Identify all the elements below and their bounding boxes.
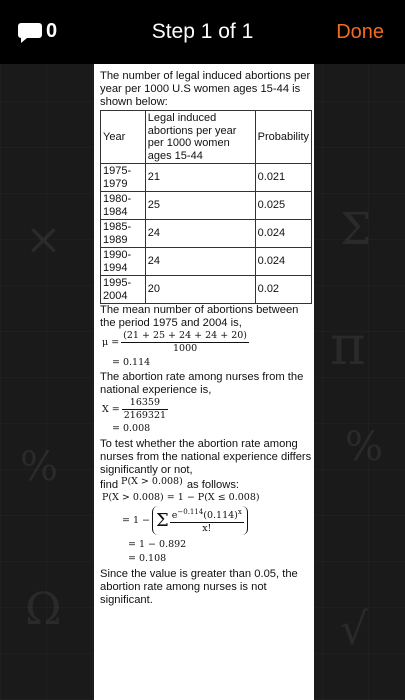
sigma-symbol: Σ bbox=[156, 509, 169, 531]
x-numerator: 16359 bbox=[122, 397, 168, 410]
table-cell: 20 bbox=[145, 276, 255, 304]
mean-result: = 0.114 bbox=[112, 357, 151, 368]
mean-numerator: (21 + 25 + 24 + 24 + 20) bbox=[123, 330, 248, 341]
table-cell: 0.02 bbox=[255, 276, 311, 304]
mean-equation bbox=[102, 330, 312, 355]
poisson-numerator bbox=[170, 506, 244, 523]
table-cell: 24 bbox=[145, 248, 255, 276]
table-cell: 0.025 bbox=[255, 192, 311, 220]
probability-step-4: = 0.108 bbox=[128, 553, 167, 565]
table-row bbox=[101, 248, 312, 276]
done-button[interactable]: Done bbox=[336, 21, 384, 43]
probability-step-3: = 1 − 0.892 bbox=[128, 539, 187, 551]
table-cell: 1985-1989 bbox=[101, 220, 146, 248]
sum-power: x bbox=[237, 508, 242, 516]
background-sigma-glyph: Σ bbox=[340, 204, 372, 255]
table-cell: 0.024 bbox=[255, 220, 311, 248]
table-cell: 21 bbox=[145, 164, 255, 192]
table-cell: 0.021 bbox=[255, 164, 311, 192]
summation-bracket bbox=[152, 506, 248, 535]
intro-text: The number of legal induced abortions per year per 1000 U.S women ages 15-44 is shown below: bbox=[100, 70, 311, 108]
table-cell: 1980-1984 bbox=[101, 192, 146, 220]
mean-fraction bbox=[121, 330, 249, 355]
nurse-rate-text: The abortion rate among nurses from the national experience is, bbox=[100, 371, 304, 396]
test-text: To test whether the abortion rate among nurses from the national experience differs significantly or not, bbox=[100, 438, 312, 476]
table-row bbox=[101, 192, 312, 220]
table-cell: 25 bbox=[145, 192, 255, 220]
background-pi-glyph: π bbox=[330, 314, 366, 377]
step-2-prefix: = 1 − bbox=[122, 514, 151, 526]
x-fraction bbox=[122, 397, 168, 422]
top-bar bbox=[0, 0, 405, 64]
background-x-glyph: × bbox=[25, 214, 62, 265]
x-result: = 0.008 bbox=[112, 423, 151, 434]
x-denominator: 2169321 bbox=[123, 410, 167, 421]
abortion-data-table bbox=[100, 110, 312, 304]
table-cell: 1975-1979 bbox=[101, 164, 146, 192]
table-header-row bbox=[101, 111, 312, 164]
find-expression: P(X > 0.008) bbox=[121, 475, 183, 487]
table-row bbox=[101, 164, 312, 192]
find-suffix: as follows: bbox=[186, 479, 240, 491]
table-cell: 1990-1994 bbox=[101, 248, 146, 276]
table-row bbox=[101, 220, 312, 248]
table-header-cell: Legal induced abortions per year per 1000 women ages 15-44 bbox=[145, 111, 255, 164]
mean-lhs: μ = bbox=[102, 336, 120, 348]
chat-count: 0 bbox=[46, 20, 58, 42]
mean-text: The mean number of abortions between the period 1975 and 2004 is, bbox=[100, 304, 299, 329]
conclusion-text: Since the value is greater than 0.05, the abortion rate among nurses is not significant. bbox=[100, 568, 298, 607]
solution-content bbox=[100, 70, 312, 607]
poisson-fraction bbox=[170, 506, 244, 535]
table-cell: 24 bbox=[145, 220, 255, 248]
table-header-cell: Probability bbox=[255, 111, 311, 164]
background-percent-glyph: % bbox=[345, 424, 384, 470]
x-lhs: X = bbox=[102, 403, 120, 415]
table-header-cell: Year bbox=[101, 111, 146, 164]
nurse-rate-equation bbox=[102, 397, 312, 422]
background-omega-glyph: Ω bbox=[25, 584, 62, 635]
page-title: Step 1 of 1 bbox=[151, 20, 254, 43]
solution-card bbox=[94, 64, 314, 700]
mean-denominator: 1000 bbox=[172, 343, 198, 354]
probability-step-2 bbox=[122, 506, 312, 535]
table-cell: 0.024 bbox=[255, 248, 311, 276]
table-row bbox=[101, 276, 312, 304]
table-cell: 1995-2004 bbox=[101, 276, 146, 304]
probability-step-1: P(X > 0.008) = 1 − P(X ≤ 0.008) bbox=[102, 492, 260, 503]
sum-term: (0.114) bbox=[203, 510, 238, 522]
background-sqrt-glyph: √ bbox=[340, 604, 369, 655]
exp-base: e bbox=[171, 510, 178, 522]
find-word: find bbox=[100, 479, 119, 491]
background-percent-glyph: % bbox=[20, 444, 59, 490]
poisson-denominator: x! bbox=[202, 523, 212, 535]
find-line bbox=[100, 475, 312, 492]
exp-power: −0.114 bbox=[177, 508, 204, 516]
